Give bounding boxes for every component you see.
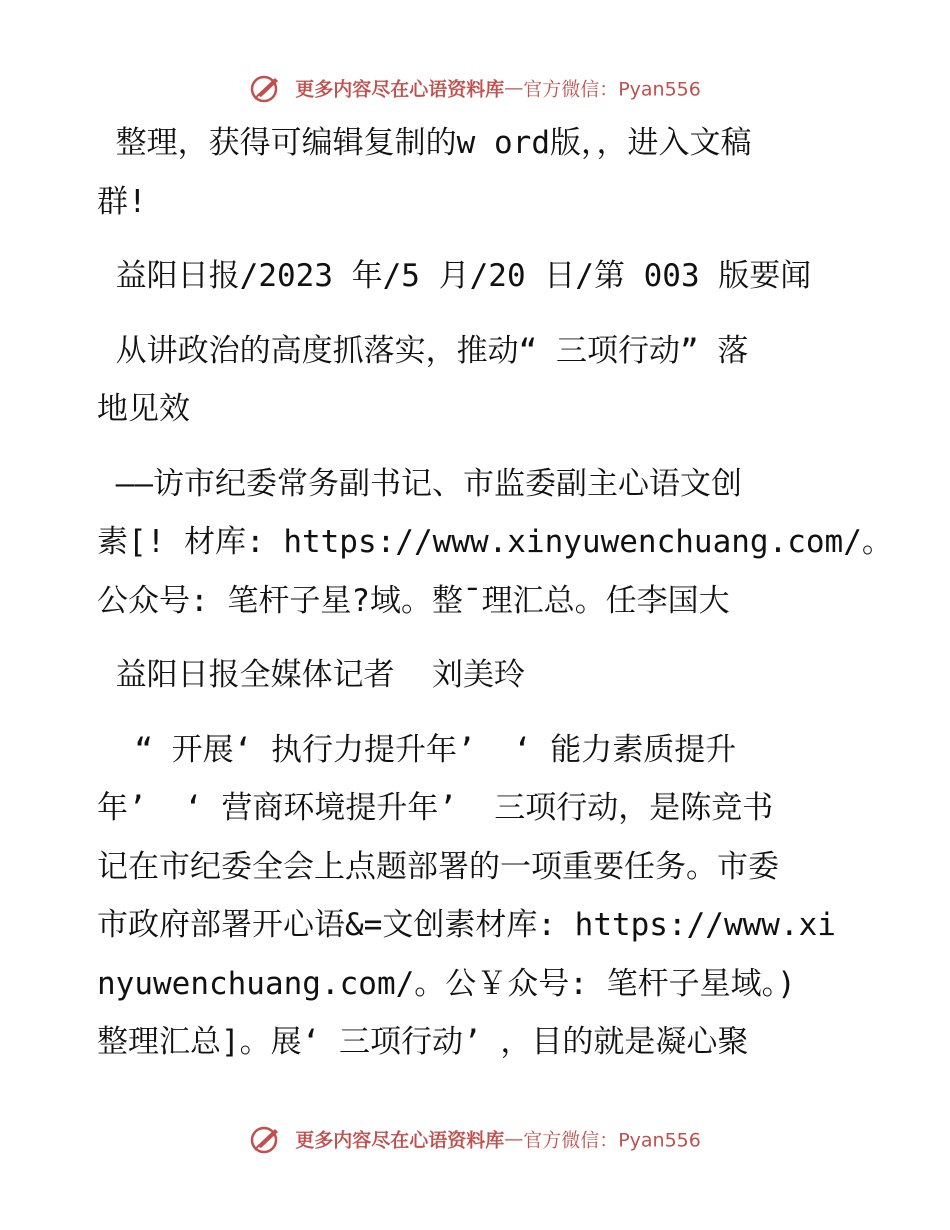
text-line: ——访市纪委常务副书记、市监委副主心语文创 [97, 465, 742, 502]
banner-brand-text: 更多内容尽在心语资料库 [295, 78, 505, 101]
banner-brand-text: 更多内容尽在心语资料库 [295, 1129, 505, 1152]
banner-wechat-text: 官方微信：Pyan556 [523, 78, 701, 101]
text-line: 整理汇总]。展‘ 三项行动’ ，目的就是凝心聚 [97, 1024, 749, 1060]
banner-wechat-text: 官方微信：Pyan556 [523, 1129, 701, 1152]
text-line: nyuwenchuang.com/。公￥众号: 笔杆子星域。) [97, 965, 796, 1002]
text-line: 地见效 [97, 391, 190, 427]
text-line: 益阳日报/2023 年/5 月/20 日/第 003 版要闻 [97, 258, 812, 294]
text-line: 记在市纪委全会上点题部署的一项重要任务。市委 [97, 848, 779, 885]
text-line: 市政府部署开心语&=文创素材库: https://www.xi [97, 907, 836, 943]
header-watermark-banner [0, 73, 950, 103]
banner-separator: — [504, 1128, 524, 1150]
banner-separator: — [504, 77, 524, 99]
document-body [97, 114, 893, 1072]
quill-seal-logo-icon [249, 73, 283, 103]
text-line: 素[! 材库: https://www.xinyuwenchuang.com/。 [97, 524, 893, 560]
text-line: 年’ ‘ 营商环境提升年’ 三项行动，是陈竞书 [97, 790, 774, 826]
text-line: 公众号: 笔杆子星?域。整¯理汇总。任李国大 [97, 582, 730, 619]
text-line: 从讲政治的高度抓落实，推动“ 三项行动” 落 [97, 332, 749, 369]
quill-seal-logo-icon [249, 1124, 283, 1154]
text-line: 益阳日报全媒体记者 刘美玲 [97, 657, 525, 693]
text-line: “ 开展‘ 执行力提升年’ ‘ 能力素质提升 [97, 731, 737, 768]
footer-watermark-banner [0, 1124, 950, 1154]
text-line: 整理，获得可编辑复制的w ord版，，进入文稿 [97, 125, 752, 161]
text-line: 群! [97, 183, 147, 220]
